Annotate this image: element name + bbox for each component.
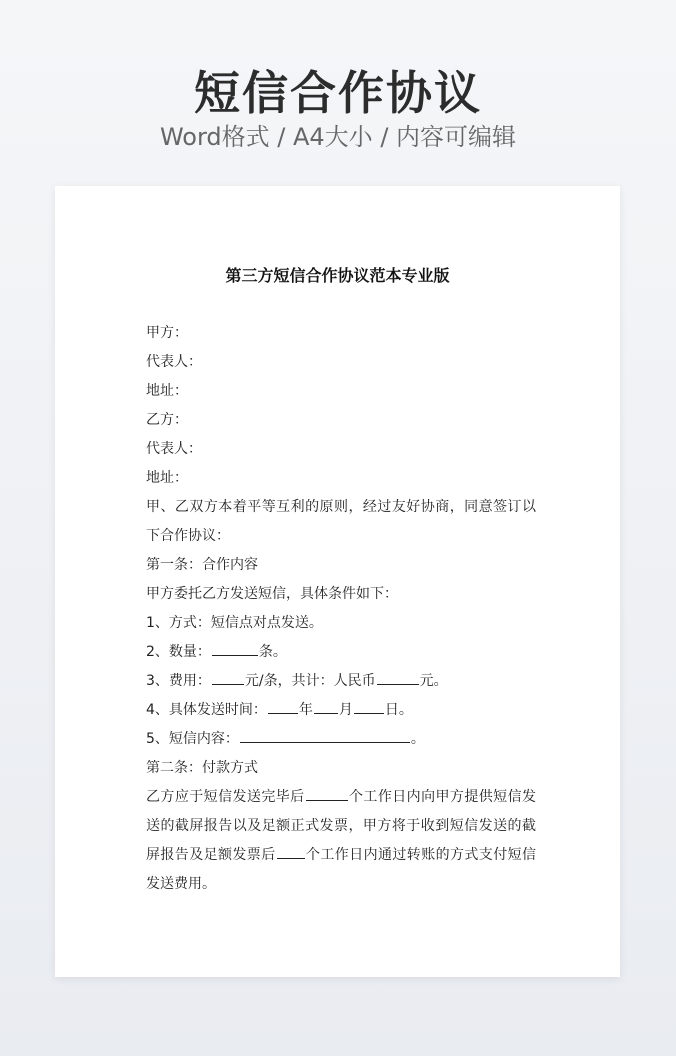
item-3-label: 3、费用：: [146, 673, 211, 689]
item-3-unit: 元。: [419, 673, 448, 689]
item-2-label: 2、数量：: [146, 644, 211, 660]
article-2-part-3: 个工作日内通过转账的方式支付短信发送费用。: [146, 847, 537, 892]
item-4-month-label: 月: [338, 702, 353, 718]
article-2-part-2: 个工作日内向甲方提供短信发送的截屏报告以及足额正式发票，甲方将于收到短信发送的截屏报告及足额发票后: [146, 789, 537, 863]
party-b-representative-line: 代表人：: [146, 441, 202, 457]
article-2-paragraph: [146, 783, 536, 899]
report-days-blank: [306, 786, 348, 801]
banner-subtitle: Word格式 / A4大小 / 内容可编辑: [159, 123, 517, 151]
item-2-unit: 条。: [258, 644, 287, 660]
banner-title: 短信合作协议: [194, 66, 482, 120]
quantity-blank: [212, 641, 258, 656]
document-title: 第三方短信合作协议范本专业版: [225, 266, 450, 285]
article-2-title: 第二条：付款方式: [146, 760, 258, 776]
party-b-line: 乙方：: [146, 412, 188, 428]
payment-days-blank: [277, 844, 305, 859]
item-4-day-label: 日。: [384, 702, 413, 718]
item-2-quantity: [146, 638, 536, 667]
year-blank: [268, 699, 298, 714]
item-4-year-label: 年: [298, 702, 313, 718]
article-2-part-1: 乙方应于短信发送完毕后: [146, 789, 305, 805]
item-4-label: 4、具体发送时间：: [146, 702, 267, 718]
item-1-method: 1、方式：短信点对点发送。: [146, 615, 323, 631]
party-a-representative-line: 代表人：: [146, 354, 202, 370]
total-amount-blank: [377, 670, 419, 685]
item-5-end: 。: [410, 731, 425, 747]
item-4-send-time: [146, 696, 536, 725]
unit-price-blank: [212, 670, 244, 685]
day-blank: [354, 699, 384, 714]
article-1-title: 第一条：合作内容: [146, 557, 258, 573]
item-5-label: 5、短信内容：: [146, 731, 239, 747]
intro-paragraph: 甲、乙双方本着平等互利的原则，经过友好协商，同意签订以下合作协议：: [146, 499, 536, 544]
sms-content-blank: [240, 728, 410, 743]
item-3-middle: 元/条，共计：人民币: [244, 673, 376, 689]
month-blank: [314, 699, 338, 714]
item-3-fee: [146, 667, 536, 696]
article-1-lead: 甲方委托乙方发送短信，具体条件如下：: [146, 586, 398, 602]
document-body: [146, 319, 536, 899]
party-a-address-line: 地址：: [146, 383, 188, 399]
party-a-line: 甲方：: [146, 325, 188, 341]
item-5-content: [146, 725, 536, 754]
party-b-address-line: 地址：: [146, 470, 188, 486]
